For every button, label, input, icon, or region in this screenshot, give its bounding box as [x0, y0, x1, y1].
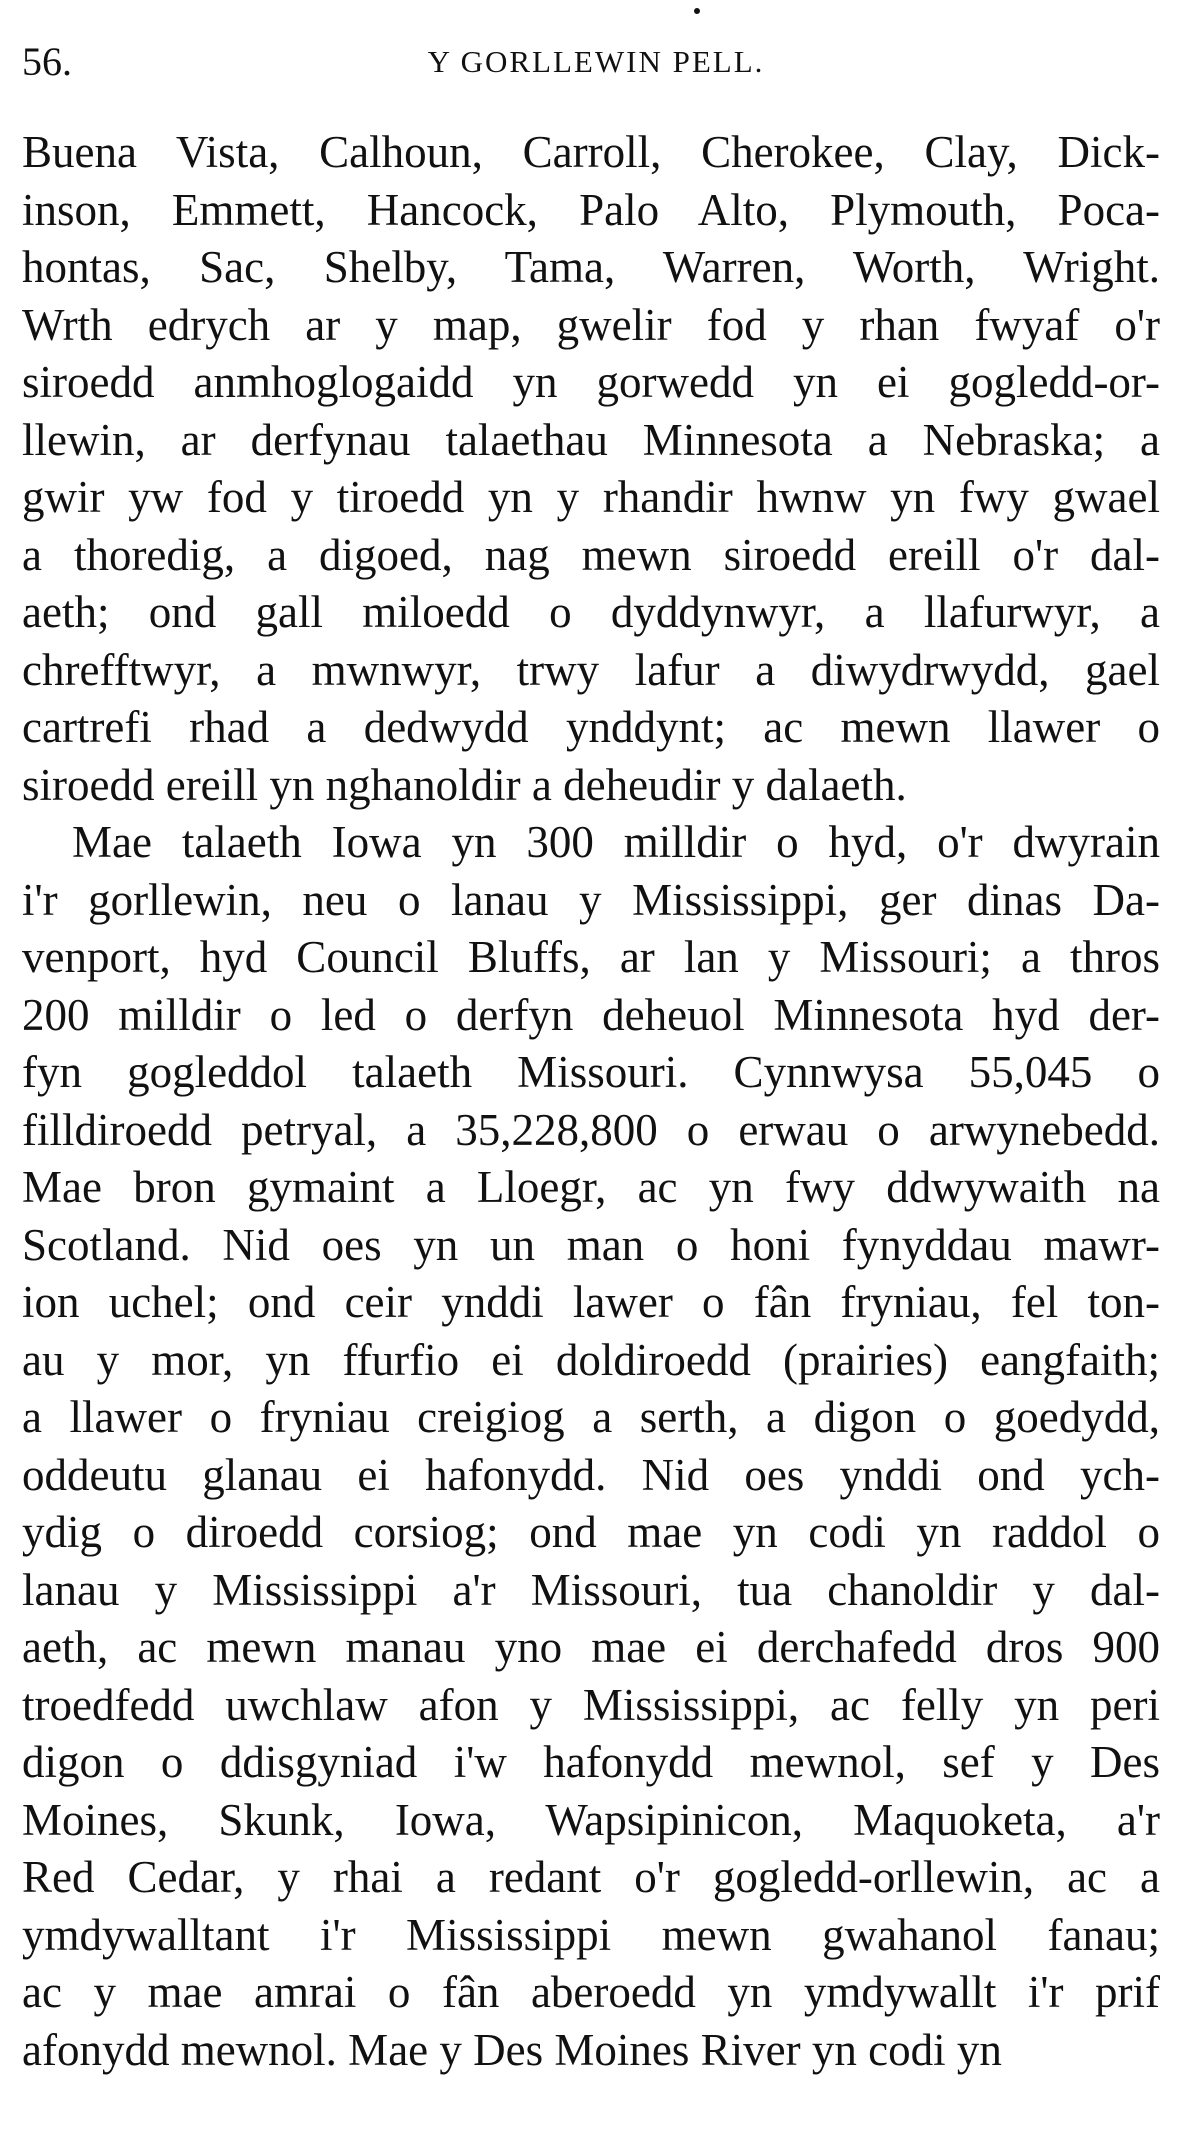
text-line: a llawer o fryniau creigiog a serth, a digon o goedydd, [22, 1392, 1160, 1442]
text-line: Buena Vista, Calhoun, Carroll, Cherokee, Clay, Dick- [22, 127, 1160, 177]
text-line: digon o ddisgyniad i'w hafonydd mewnol, sef y Des [22, 1737, 1160, 1787]
text-line: lanau y Mississippi a'r Missouri, tua chanoldir y dal- [22, 1564, 1160, 1615]
page-header [22, 38, 1170, 88]
text-line: filldiroedd petryal, a 35,228,800 o erwau o arwynebedd. [22, 1104, 1160, 1155]
paragraph [22, 124, 1160, 814]
text-line: aeth; ond gall miloedd o dyddynwyr, a llafurwyr, a [22, 587, 1160, 637]
text-line: aeth, ac mewn manau yno mae ei derchafedd dros 900 [22, 1622, 1160, 1672]
text-line: fyn gogleddol talaeth Missouri. Cynnwysa 55,045 o [22, 1047, 1160, 1097]
text-line: Wrth edrych ar y map, gwelir fod y rhan fwyaf o'r [22, 299, 1160, 350]
text-line: Scotland. Nid oes yn un man o honi fynyddau mawr- [22, 1219, 1160, 1270]
text-line: a thoredig, a digoed, nag mewn siroedd ereill o'r dal- [22, 529, 1160, 580]
text-line: hontas, Sac, Shelby, Tama, Warren, Worth, Wright. [22, 242, 1160, 292]
text-line: troedfedd uwchlaw afon y Mississippi, ac felly yn peri [22, 1679, 1160, 1730]
text-line: siroedd anmhoglogaidd yn gorwedd yn ei gogledd-or- [22, 357, 1160, 407]
body-text [22, 124, 1160, 2079]
text-line: gwir yw fod y tiroedd yn y rhandir hwnw yn fwy gwael [22, 472, 1160, 522]
text-line: Red Cedar, y rhai a redant o'r gogledd-orllewin, ac a [22, 1852, 1160, 1902]
paragraph [22, 814, 1160, 2079]
text-line: afonydd mewnol. Mae y Des Moines River yn codi yn [22, 2024, 1002, 2075]
text-line: Moines, Skunk, Iowa, Wapsipinicon, Maquoketa, a'r [22, 1794, 1160, 1845]
text-line: ac y mae amrai o fân aberoedd yn ymdywallt i'r prif [22, 1967, 1160, 2017]
text-line: inson, Emmett, Hancock, Palo Alto, Plymouth, Poca- [22, 184, 1160, 235]
text-line: au y mor, yn ffurfio ei doldiroedd (prairies) eangfaith; [22, 1334, 1160, 1385]
text-line: Mae bron gymaint a Lloegr, ac yn fwy ddwywaith na [22, 1162, 1160, 1212]
text-line: 200 milldir o led o derfyn deheuol Minnesota hyd der- [22, 989, 1160, 1040]
text-line: cartrefi rhad a dedwydd ynddynt; ac mewn llawer o [22, 702, 1160, 752]
text-line: ymdywalltant i'r Mississippi mewn gwahanol fanau; [22, 1909, 1160, 1960]
text-line: i'r gorllewin, neu o lanau y Mississippi, ger dinas Da- [22, 874, 1160, 925]
text-line: chrefftwyr, a mwnwyr, trwy lafur a diwydrwydd, gael [22, 644, 1160, 695]
running-head: Y GORLLEWIN PELL. [427, 44, 765, 79]
text-line: siroedd ereill yn nghanoldir a deheudir y dalaeth. [22, 759, 907, 810]
page-number: 56. [22, 39, 72, 84]
text-line: llewin, ar derfynau talaethau Minnesota a Nebraska; a [22, 414, 1160, 465]
text-line: venport, hyd Council Bluffs, ar lan y Missouri; a thros [22, 932, 1160, 982]
text-line: oddeutu glanau ei hafonydd. Nid oes ynddi ond ych- [22, 1449, 1160, 1500]
text-line: ion uchel; ond ceir ynddi lawer o fân fryniau, fel ton- [22, 1277, 1160, 1327]
text-line: ydig o diroedd corsiog; ond mae yn codi yn raddol o [22, 1507, 1160, 1557]
print-speck [694, 8, 700, 14]
text-line: Mae talaeth Iowa yn 300 milldir o hyd, o'r dwyrain [72, 817, 1160, 867]
